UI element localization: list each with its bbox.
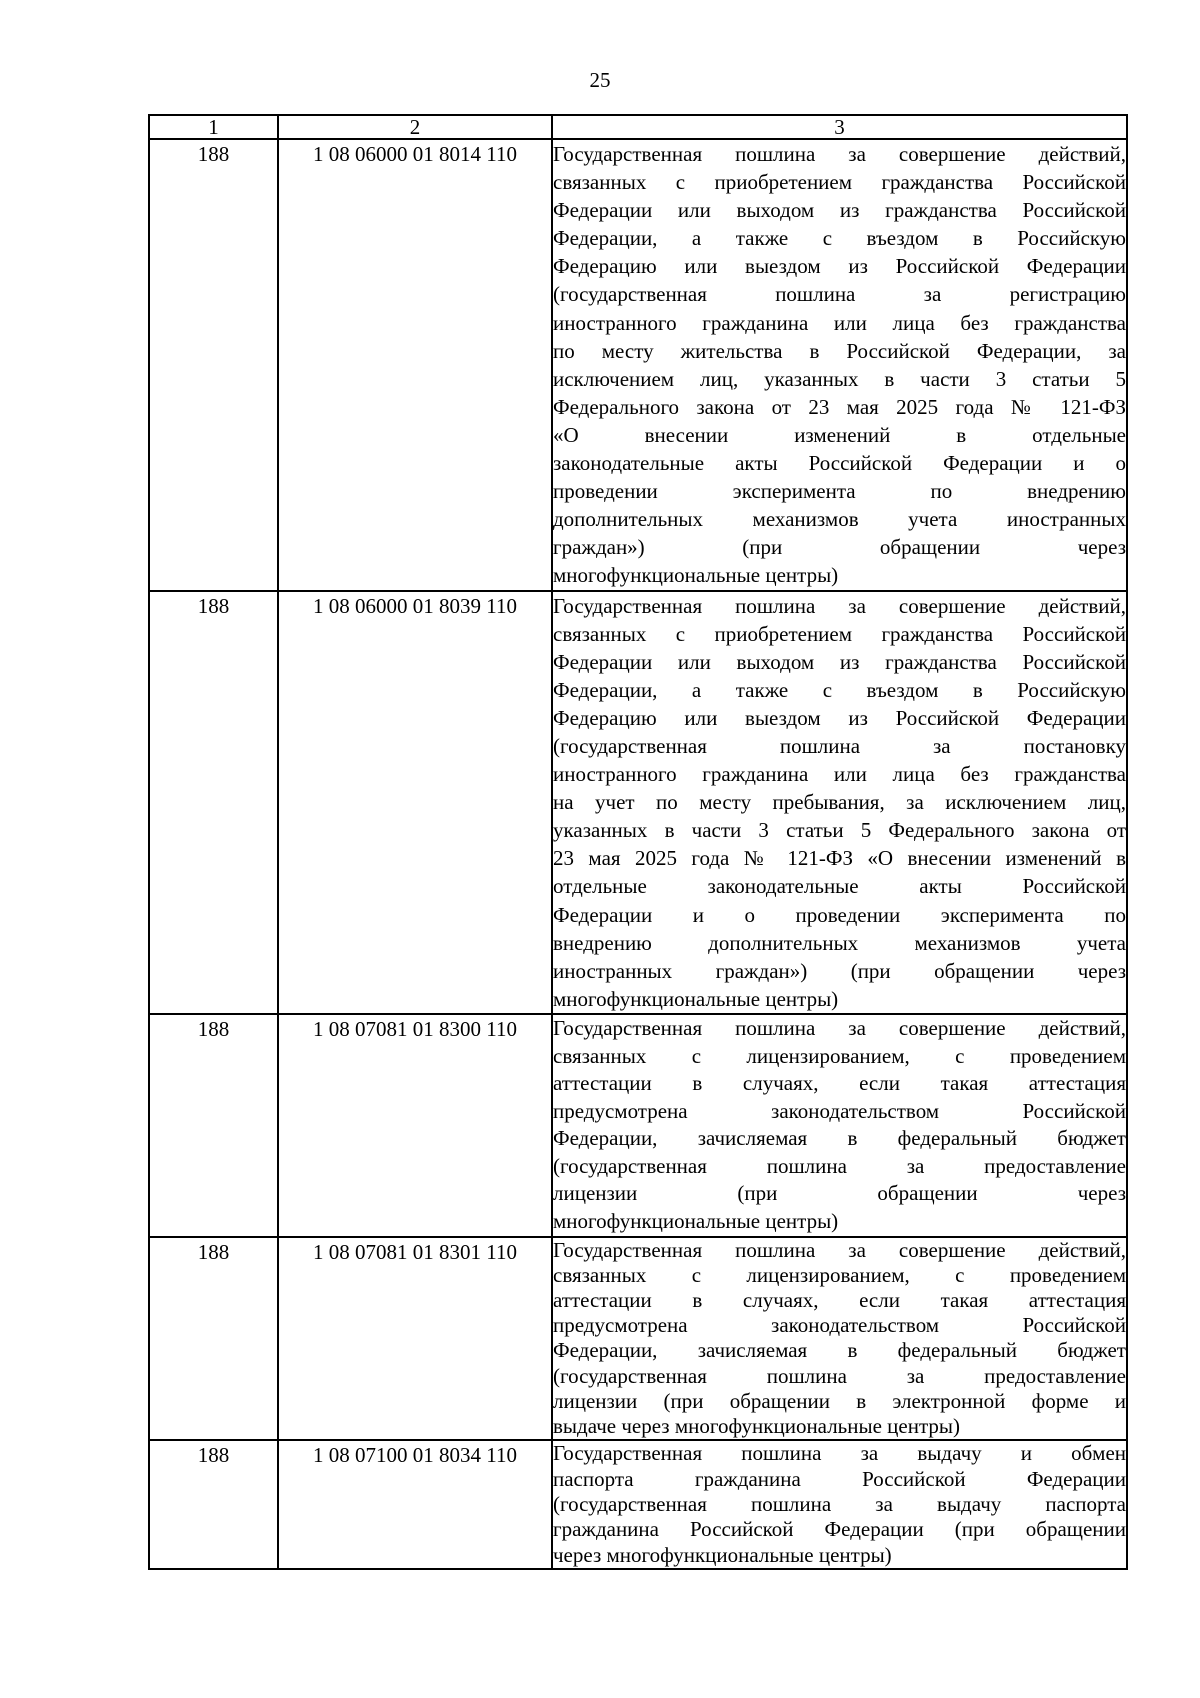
description-line: связанных с лицензированием, с проведением xyxy=(553,1262,1126,1287)
description-line: Федерации и о проведении эксперимента по xyxy=(553,902,1126,927)
description-line: по месту жительства в Российской Федерации, за xyxy=(553,338,1126,363)
description-line: внедрению дополнительных механизмов учета xyxy=(553,930,1126,955)
description-line: Федерации или выходом из гражданства Российской xyxy=(553,649,1126,674)
description-cell xyxy=(552,1440,1127,1569)
description-cell xyxy=(552,1237,1127,1441)
description-line: Федерации, а также с въездом в Российскую xyxy=(553,226,1126,251)
kbk-code-cell: 1 08 07100 01 8034 110 xyxy=(278,1440,552,1569)
description-line: лицензии (при обращении через xyxy=(553,1181,1126,1206)
description-line: законодательные акты Российской Федерации и о xyxy=(553,451,1126,476)
kbk-code-cell: 1 08 07081 01 8300 110 xyxy=(278,1014,552,1237)
description-line: на учет по месту пребывания, за исключением лиц, xyxy=(553,790,1126,815)
description-line: связанных с приобретением гражданства Российской xyxy=(553,621,1126,646)
kbk-code-cell: 1 08 06000 01 8014 110 xyxy=(278,139,552,591)
description-line: Федерации, а также с въездом в Российскую xyxy=(553,677,1126,702)
description-cell xyxy=(552,1014,1127,1237)
description-line: граждан») (при обращении через xyxy=(553,535,1126,560)
revenue-codes-table xyxy=(148,114,1128,1570)
kbk-code-cell: 1 08 07081 01 8301 110 xyxy=(278,1237,552,1441)
description-line: Федерации или выходом из гражданства Российской xyxy=(553,198,1126,223)
description-line: (государственная пошлина за выдачу паспорта xyxy=(553,1491,1126,1516)
table-row xyxy=(149,1014,1127,1237)
description-line: аттестации в случаях, если такая аттестация xyxy=(553,1288,1126,1313)
description-cell xyxy=(552,591,1127,1014)
description-line: многофункциональные центры) xyxy=(553,1209,839,1234)
description-line: Государственная пошлина за совершение действий, xyxy=(553,1237,1126,1262)
description-line: Федерации, зачисляемая в федеральный бюджет xyxy=(553,1126,1126,1151)
kbk-code-cell: 1 08 06000 01 8039 110 xyxy=(278,591,552,1014)
description-line: 23 мая 2025 года № 121-ФЗ «О внесении изменений в xyxy=(553,846,1126,871)
description-line: исключением лиц, указанных в части 3 статьи 5 xyxy=(553,366,1126,391)
description-line: предусмотрена законодательством Российской xyxy=(553,1313,1126,1338)
description-line: Федерации, зачисляемая в федеральный бюджет xyxy=(553,1338,1126,1363)
admin-code-cell: 188 xyxy=(149,1237,278,1441)
description-line: лицензии (при обращении в электронной форме и xyxy=(553,1388,1126,1413)
table-row xyxy=(149,1237,1127,1441)
description-line: аттестации в случаях, если такая аттестация xyxy=(553,1071,1126,1096)
description-line: Федерацию или выездом из Российской Федерации xyxy=(553,254,1126,279)
description-line: выдаче через многофункциональные центры) xyxy=(553,1413,960,1438)
description-line: (государственная пошлина за предоставление xyxy=(553,1153,1126,1178)
description-line: гражданина Российской Федерации (при обращении xyxy=(553,1517,1126,1542)
description-line: многофункциональные центры) xyxy=(553,563,839,588)
admin-code-cell: 188 xyxy=(149,1014,278,1237)
admin-code-cell: 188 xyxy=(149,139,278,591)
description-line: связанных с лицензированием, с проведением xyxy=(553,1043,1126,1068)
description-line: многофункциональные центры) xyxy=(553,986,839,1011)
table-body xyxy=(149,139,1127,1569)
description-line: «О внесении изменений в отдельные xyxy=(553,422,1126,447)
description-line: Федерацию или выездом из Российской Федерации xyxy=(553,705,1126,730)
description-line: через многофункциональные центры) xyxy=(553,1542,892,1567)
table-row xyxy=(149,591,1127,1014)
description-line: связанных с приобретением гражданства Российской xyxy=(553,170,1126,195)
table-header-row xyxy=(149,115,1127,139)
description-line: Государственная пошлина за совершение действий, xyxy=(553,593,1126,618)
description-line: (государственная пошлина за предоставление xyxy=(553,1363,1126,1388)
description-cell xyxy=(552,139,1127,591)
description-line: иностранных граждан») (при обращении через xyxy=(553,958,1126,983)
description-line: Государственная пошлина за совершение действий, xyxy=(553,1015,1126,1040)
description-line: (государственная пошлина за постановку xyxy=(553,733,1126,758)
description-line: иностранного гражданина или лица без гражданства xyxy=(553,762,1126,787)
description-line: предусмотрена законодательством Российской xyxy=(553,1098,1126,1123)
description-line: иностранного гражданина или лица без гражданства xyxy=(553,310,1126,335)
description-line: отдельные законодательные акты Российской xyxy=(553,874,1126,899)
column-header-1: 1 xyxy=(149,115,278,139)
admin-code-cell: 188 xyxy=(149,591,278,1014)
description-line: Федерального закона от 23 мая 2025 года № 121-ФЗ xyxy=(553,394,1126,419)
description-line: (государственная пошлина за регистрацию xyxy=(553,282,1126,307)
column-header-2: 2 xyxy=(278,115,552,139)
description-line: Государственная пошлина за совершение действий, xyxy=(553,142,1126,166)
page-number: 25 xyxy=(589,68,611,92)
description-line: Государственная пошлина за выдачу и обмен xyxy=(553,1441,1126,1466)
description-line: дополнительных механизмов учета иностранных xyxy=(553,507,1126,532)
admin-code-cell: 188 xyxy=(149,1440,278,1569)
column-header-3: 3 xyxy=(552,115,1127,139)
description-line: указанных в части 3 статьи 5 Федерального закона от xyxy=(553,818,1126,843)
table-row xyxy=(149,1440,1127,1569)
description-line: паспорта гражданина Российской Федерации xyxy=(553,1466,1126,1491)
description-line: проведении эксперимента по внедрению xyxy=(553,479,1126,504)
table-row xyxy=(149,139,1127,591)
